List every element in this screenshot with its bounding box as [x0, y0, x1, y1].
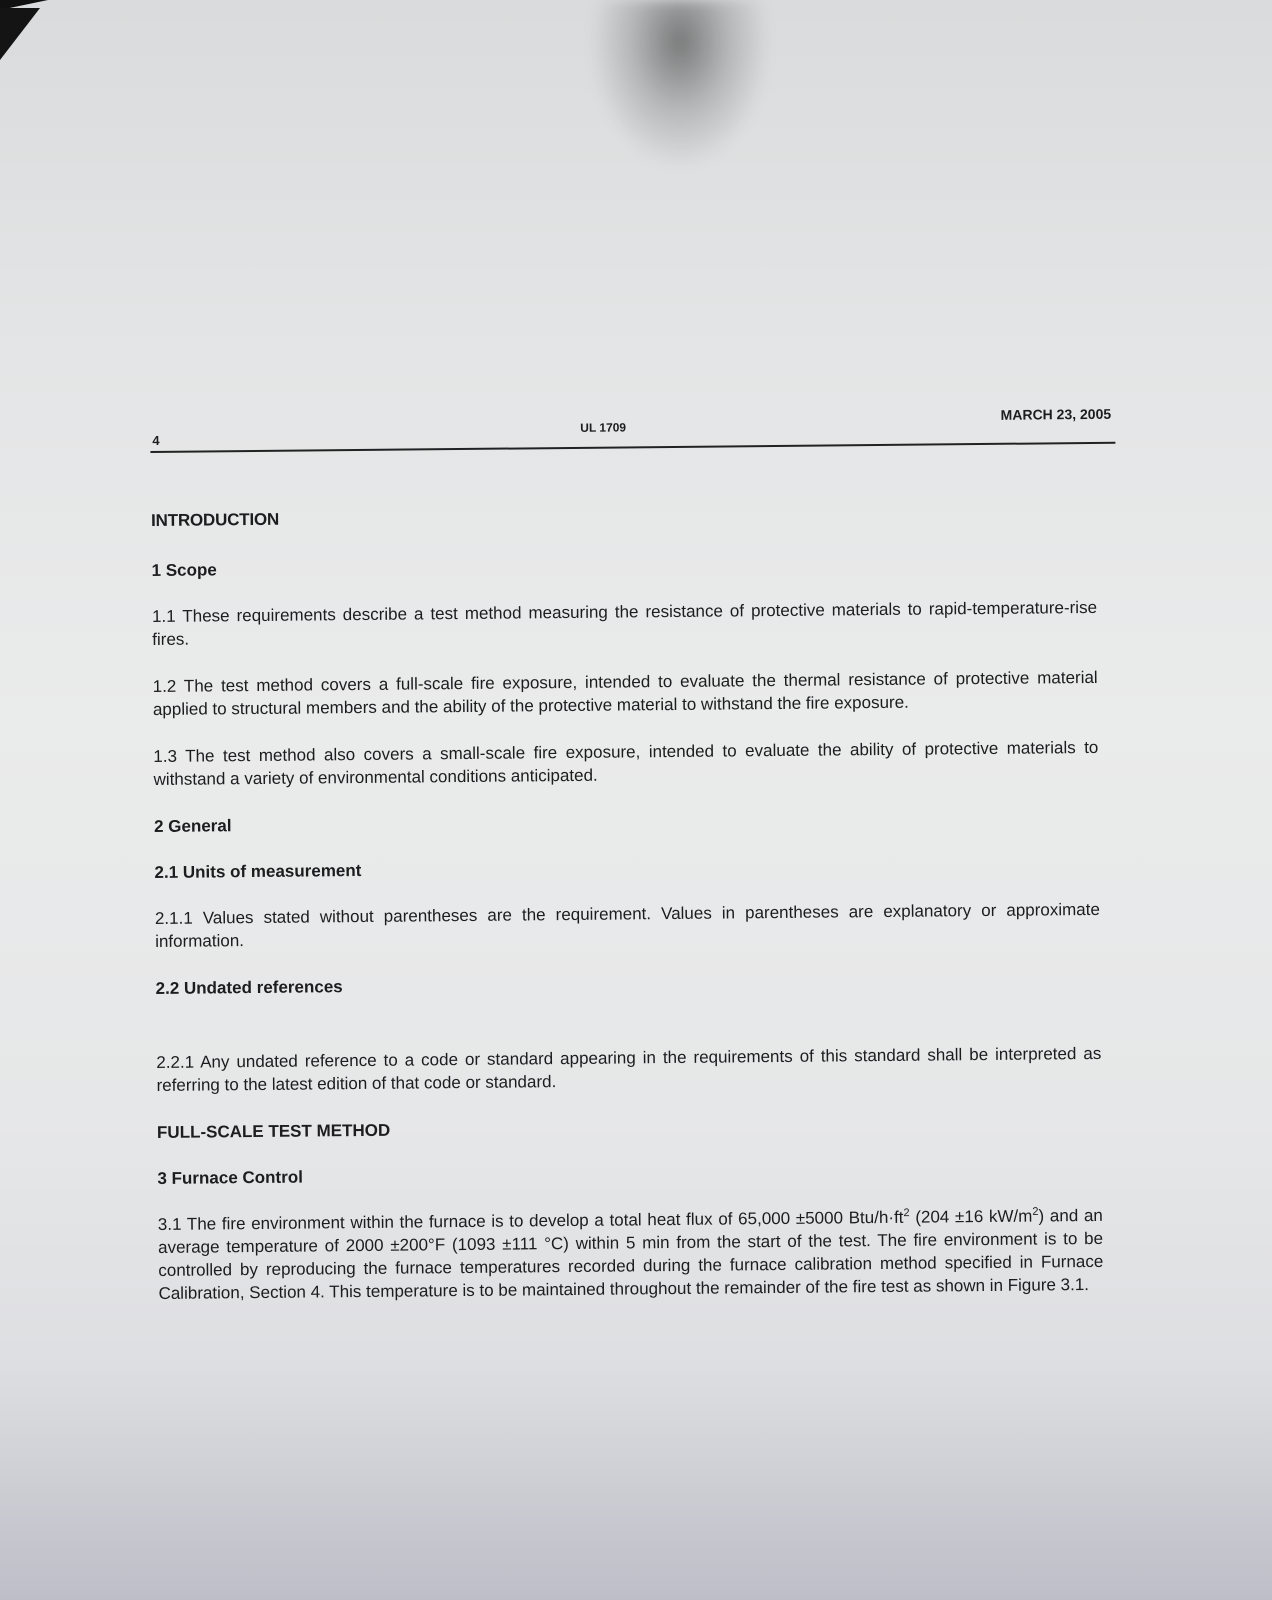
general-heading: 2 General	[153, 816, 232, 836]
header-date: MARCH 23, 2005	[1000, 405, 1112, 423]
paragraph-2-2-1: 2.2.1 Any undated reference to a code or standard appearing in the requirements of this standard shall be interpreted as referring to the latest edition of that code or standard.	[156, 1043, 1102, 1095]
dark-corner-triangle	[0, 8, 40, 60]
introduction-heading: INTRODUCTION	[151, 509, 280, 530]
paragraph-2-1-1: 2.1.1 Values stated without parentheses are the requirement. Values in parentheses are explanatory or approximate information.	[154, 899, 1100, 951]
furnace-control-heading: 3 Furnace Control	[157, 1167, 303, 1188]
units-heading: 2.1 Units of measurement	[154, 860, 362, 882]
page-header	[150, 396, 1115, 453]
superscript-ft2: 2	[903, 1207, 910, 1220]
paragraph-1-2: 1.2 The test method covers a full-scale fire exposure, intended to evaluate the thermal resistance of protective material applied to structural members and the ability of the protective material to withstand the fire exposure.	[152, 667, 1098, 719]
paragraph-1-1: 1.1 These requirements describe a test method measuring the resistance of protective materials to rapid-temperature-rise fires.	[151, 597, 1098, 649]
paragraph-3-1-part-c: ) and an average temperature of 2000 ±200°F (1093 ±111 °C) within 5 min from the start of the test. The fire environment is to be controlled by reproducing the furnace temperatures recorded during the furnace calibration method specified in Furnace Calibration, Section 4. This temperature is to be maintained throughout the remainder of the fire test as shown in Figure 3.1.	[157, 1205, 1104, 1303]
full-scale-heading: FULL-SCALE TEST METHOD	[156, 1120, 391, 1142]
superscript-m2: 2	[1032, 1205, 1039, 1218]
paragraph-1-3: 1.3 The test method also covers a small-scale fire exposure, intended to evaluate the ability of protective materials to withstand a variety of environmental conditions anticipated.	[153, 737, 1099, 789]
paragraph-3-1-part-a: 3.1 The fire environment within the furnace is to develop a total heat flux of 65,000 ±5000 Btu/h·ft	[157, 1207, 904, 1234]
binding-shadow	[560, 0, 800, 280]
standard-number: UL 1709	[580, 420, 627, 435]
document-page	[150, 396, 1124, 1329]
undated-references-heading: 2.2 Undated references	[155, 977, 343, 998]
paragraph-3-1	[158, 1204, 1104, 1305]
page-body	[150, 444, 1123, 1305]
scope-heading: 1 Scope	[151, 560, 217, 580]
bottom-shading	[0, 1360, 1272, 1600]
page-number: 4	[152, 432, 160, 448]
paragraph-3-1-part-b: (204 ±16 kW/m	[909, 1206, 1033, 1227]
